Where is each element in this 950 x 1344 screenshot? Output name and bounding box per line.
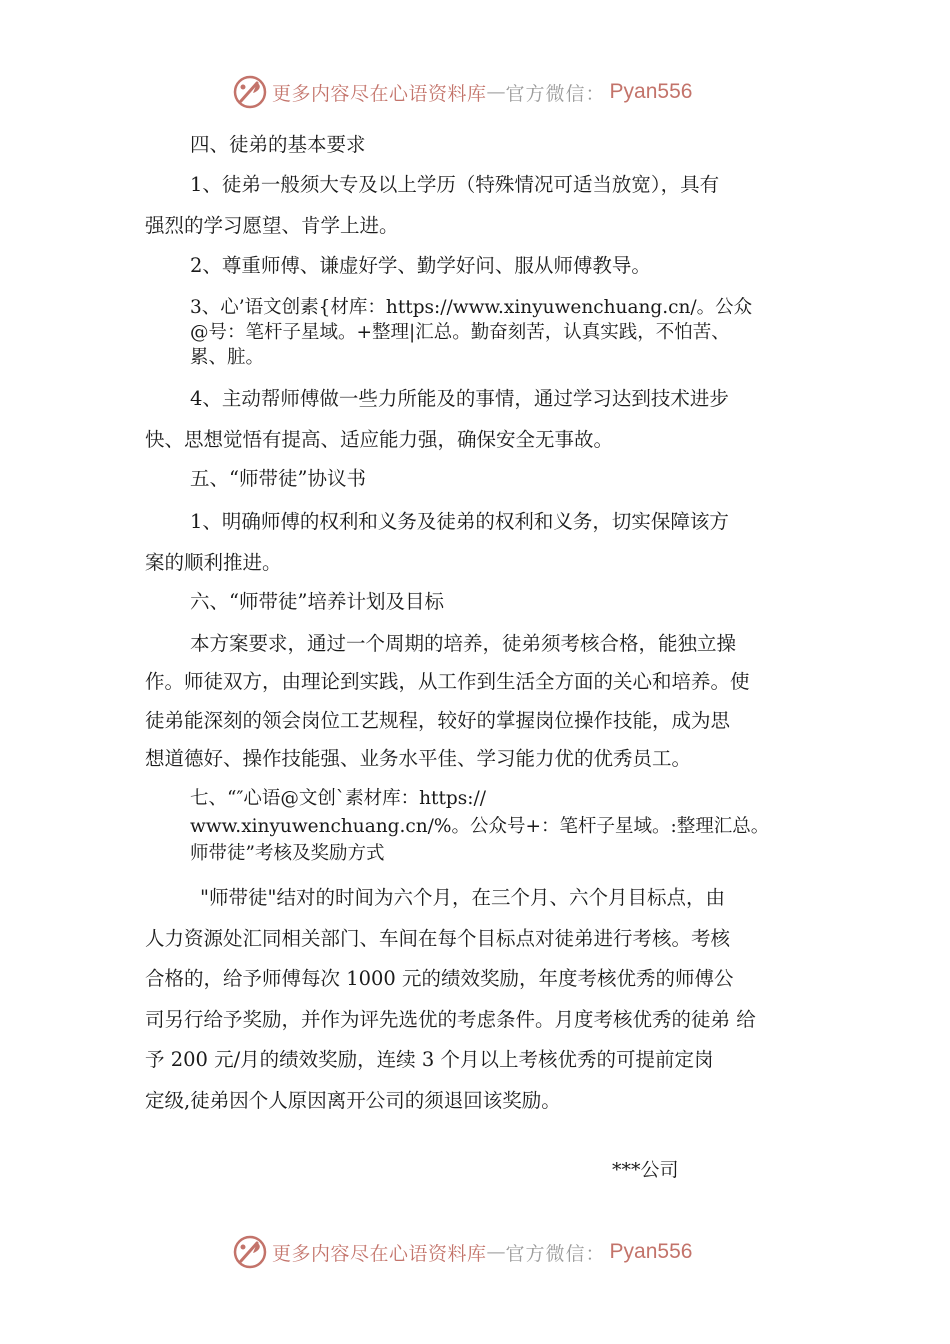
- quill-logo-icon: [232, 1234, 268, 1270]
- banner-separator: —: [486, 1241, 506, 1263]
- paragraph-line: 强烈的学习愿望、肯学上进。: [145, 214, 399, 237]
- paragraph-line: 1、徒弟一般须大专及以上学历（特殊情况可适当放宽），具有: [190, 173, 720, 196]
- paragraph-line: "师带徒"结对的时间为六个月，在三个月、六个月目标点，由: [200, 886, 725, 909]
- paragraph-line: 2、尊重师傅、谦虚好学、勤学好问、服从师傅教导。: [190, 254, 651, 277]
- banner-wechat-label: 官方微信：: [505, 1242, 606, 1265]
- section-6-heading: 六、“师带徒”培养计划及目标: [190, 590, 444, 613]
- paragraph-line: @号：笔杆子星域。+整理|汇总。勤奋刻苦，认真实践，不怕苦、: [190, 322, 730, 343]
- section-4-heading: 四、徒弟的基本要求: [190, 133, 366, 156]
- paragraph-line: 案的顺利推进。: [145, 551, 282, 574]
- section-7-heading-line: www.xinyuwenchuang.cn/%。公众号+：笔杆子星域。:整理汇总。: [190, 816, 770, 837]
- company-signature: ***公司: [612, 1159, 679, 1181]
- footer-watermark-banner: [232, 1232, 752, 1272]
- paragraph-line: 想道德好、操作技能强、业务水平佳、学习能力优的优秀员工。: [145, 747, 692, 770]
- banner-wechat-id: Pyan556: [609, 1240, 693, 1263]
- paragraph-line: 合格的，给予师傅每次 1000 元的绩效奖励，年度考核优秀的师傅公: [145, 967, 734, 990]
- paragraph-line: 予 200 元/月的绩效奖励，连续 3 个月以上考核优秀的可提前定岗: [145, 1048, 714, 1071]
- banner-text: 更多内容尽在心语资料库: [272, 82, 487, 105]
- paragraph-line: 徒弟能深刻的领会岗位工艺规程，较好的掌握岗位操作技能，成为思: [145, 709, 731, 732]
- header-watermark-banner: [232, 72, 752, 112]
- paragraph-line: 人力资源处汇同相关部门、车间在每个目标点对徒弟进行考核。考核: [145, 927, 731, 950]
- paragraph-line: 累、脏。: [190, 347, 265, 368]
- paragraph-line: 本方案要求，通过一个周期的培养，徒弟须考核合格，能独立操: [190, 632, 737, 655]
- banner-text: 更多内容尽在心语资料库: [272, 1242, 487, 1265]
- paragraph-line: 快、思想觉悟有提高、适应能力强，确保安全无事故。: [145, 428, 614, 451]
- banner-wechat-label: 官方微信：: [505, 82, 606, 105]
- section-5-heading: 五、“师带徒”协议书: [190, 467, 366, 490]
- paragraph-line: 定级,徒弟因个人原因离开公司的须退回该奖励。: [145, 1089, 561, 1112]
- section-7-heading-line: 师带徒”考核及奖励方式: [190, 843, 385, 864]
- paragraph-line: 4、主动帮师傅做一些力所能及的事情，通过学习达到技术进步: [190, 387, 729, 410]
- paragraph-line: 3、心’语文创素{材库：https://www.xinyuwenchuang.cn/。公众: [190, 297, 753, 318]
- section-7-heading-line: 七、“″心语@文创`素材库：https://: [190, 788, 486, 809]
- paragraph-line: 1、明确师傅的权利和义务及徒弟的权利和义务，切实保障该方: [190, 510, 729, 533]
- paragraph-line: 作。师徒双方，由理论到实践，从工作到生活全方面的关心和培养。使: [145, 670, 750, 693]
- paragraph-line: 司另行给予奖励，并作为评先选优的考虑条件。月度考核优秀的徒弟 给: [145, 1008, 756, 1031]
- banner-wechat-id: Pyan556: [609, 80, 693, 103]
- quill-logo-icon: [232, 74, 268, 110]
- banner-separator: —: [486, 81, 506, 103]
